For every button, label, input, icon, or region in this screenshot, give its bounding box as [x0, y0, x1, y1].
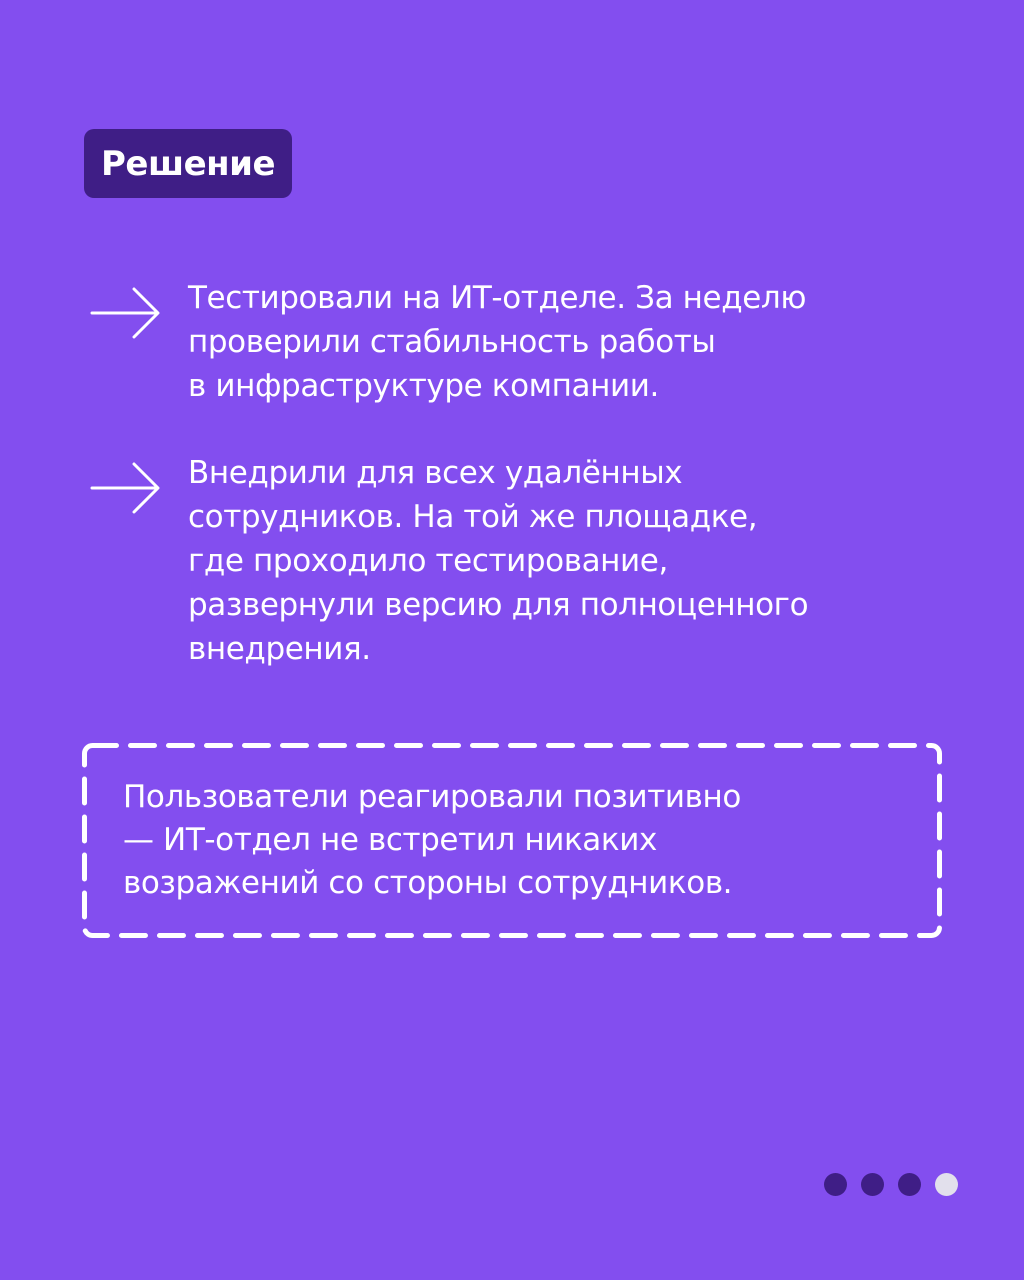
- list-item-text: Внедрили для всех удалённых сотрудников. На той же площадке, где проходило тестирование, развернули версию для полноценного внедрения.: [188, 455, 809, 667]
- pagination-dots: [824, 1173, 958, 1196]
- section-badge: [84, 129, 292, 198]
- list-item: [90, 451, 918, 671]
- page-dot[interactable]: [824, 1173, 847, 1196]
- page-dot[interactable]: [898, 1173, 921, 1196]
- section-title: Решение: [101, 143, 276, 184]
- page-dot-current[interactable]: [935, 1173, 958, 1196]
- arrow-right-icon: [90, 282, 162, 344]
- page-dot[interactable]: [861, 1173, 884, 1196]
- list-item-text: Тестировали на ИТ-отделе. За неделю проверили стабильность работы в инфраструктуре компании.: [188, 280, 807, 404]
- callout-text: Пользователи реагировали позитивно — ИТ-отдел не встретил никаких возражений со стороны сотрудников.: [123, 779, 741, 901]
- arrow-right-icon: [90, 457, 162, 519]
- result-callout: [82, 743, 942, 938]
- list-item: [90, 276, 918, 408]
